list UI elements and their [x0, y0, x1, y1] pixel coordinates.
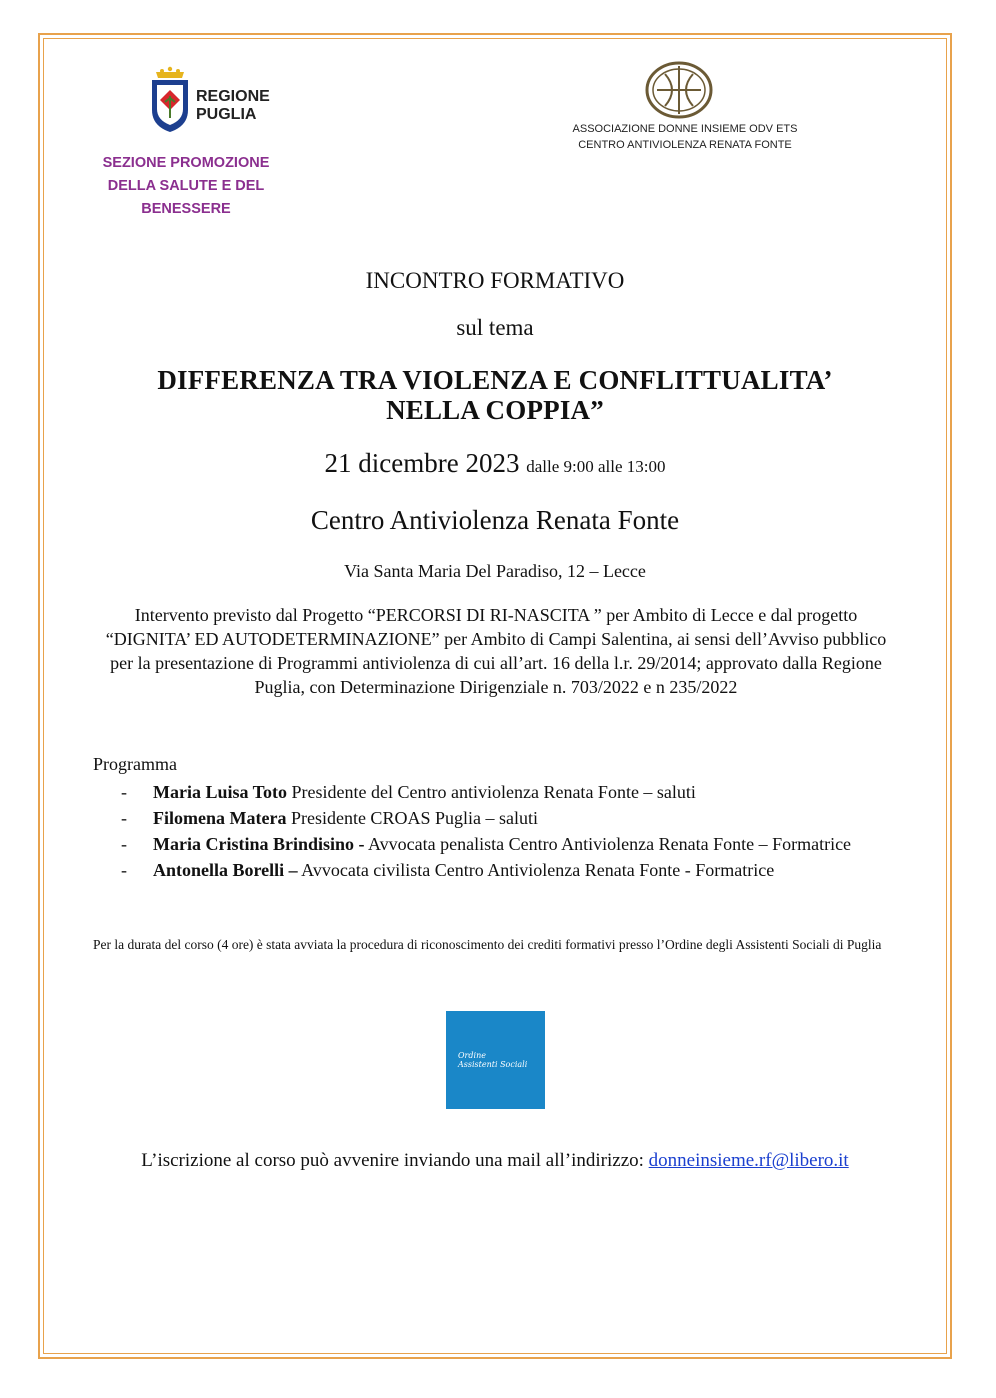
speaker-name: Antonella Borelli –	[153, 860, 298, 880]
ordine-logo-line2: Assistenti Sociali	[458, 1060, 528, 1069]
list-item: - Antonella Borelli – Avvocata civilista Centro Antiviolenza Renata Fonte - Formatrice	[121, 860, 775, 880]
crediti-note: Per la durata del corso (4 ore) è stata avviata la procedura di riconoscimento dei crediti formativi presso l’Ordine degli Assistenti Sociali di Puglia	[93, 937, 882, 952]
event-date-line	[60, 448, 930, 479]
sezione-line1: SEZIONE PROMOZIONE	[102, 155, 270, 171]
event-subtitle: sul tema	[456, 315, 534, 340]
intervento-paragraph: Intervento previsto dal Progetto “PERCORSI DI RI-NASCITA ” per Ambito di Lecce e dal progetto “DIGNITA’ ED AUTODETERMINAZIONE” per Ambito di Campi Salentina, ai sensi dell’Avviso pubblico per la presentazione di Programmi antiviolenza di cui all’art. 16 della l.r. 29/2014; approvato dalla Regione Puglia, con Determinazione Dirigenziale n. 703/2022 e n 235/2022	[105, 605, 887, 697]
sezione-heading	[76, 152, 296, 221]
speaker-name: Filomena Matera	[153, 808, 287, 828]
assoc-line2: CENTRO ANTIVIOLENZA RENATA FONTE	[578, 139, 792, 151]
event-address: Via Santa Maria Del Paradiso, 12 – Lecce	[344, 561, 646, 581]
speaker-name: Maria Luisa Toto	[153, 782, 288, 802]
event-title-line2: NELLA COPPIA”	[386, 395, 604, 425]
iscrizione-text: L’iscrizione al corso può avvenire inviando una mail all’indirizzo:	[141, 1150, 649, 1171]
speaker-role: Presidente del Centro antiviolenza Renata Fonte – saluti	[287, 782, 696, 802]
ordine-assistenti-sociali-logo	[446, 1011, 545, 1109]
sezione-line3: BENESSERE	[141, 201, 231, 217]
iscrizione-line	[60, 1150, 930, 1172]
region-name-line2: PUGLIA	[196, 106, 257, 123]
speaker-role: Avvocata penalista Centro Antiviolenza Renata Fonte – Formatrice	[364, 834, 852, 854]
list-item: - Maria Luisa Toto Presidente del Centro antiviolenza Renata Fonte – saluti	[121, 782, 696, 802]
event-title-line1: DIFFERENZA TRA VIOLENZA E CONFLITTUALITA’	[157, 365, 833, 395]
event-time: dalle 9:00 alle 13:00	[526, 457, 666, 476]
regione-puglia-name	[196, 88, 270, 124]
ordine-logo-line1: Ordine	[458, 1051, 486, 1060]
associazione-emblem-icon	[643, 60, 715, 120]
event-date: 21 dicembre 2023	[324, 448, 520, 478]
event-venue: Centro Antiviolenza Renata Fonte	[310, 505, 680, 535]
speaker-role: Avvocata civilista Centro Antiviolenza Renata Fonte - Formatrice	[297, 860, 775, 880]
associazione-name	[530, 121, 840, 153]
speaker-name: Maria Cristina Brindisino -	[153, 834, 365, 854]
list-item: - Filomena Matera Presidente CROAS Puglia – saluti	[121, 808, 538, 828]
programma-title: Programma	[93, 754, 177, 774]
assoc-line1: ASSOCIAZIONE DONNE INSIEME ODV ETS	[572, 123, 798, 135]
email-link[interactable]: donneinsieme.rf@libero.it	[648, 1150, 849, 1171]
event-title	[60, 365, 930, 425]
ordine-logo-text	[458, 1051, 527, 1069]
region-name-line1: REGIONE	[196, 88, 270, 105]
programma-list	[93, 779, 899, 883]
event-kind: INCONTRO FORMATIVO	[365, 268, 625, 293]
speaker-role: Presidente CROAS Puglia – saluti	[286, 808, 538, 828]
sezione-line2: DELLA SALUTE E DEL	[107, 178, 265, 194]
list-item: - Maria Cristina Brindisino - Avvocata penalista Centro Antiviolenza Renata Fonte – Formatrice	[121, 834, 852, 854]
